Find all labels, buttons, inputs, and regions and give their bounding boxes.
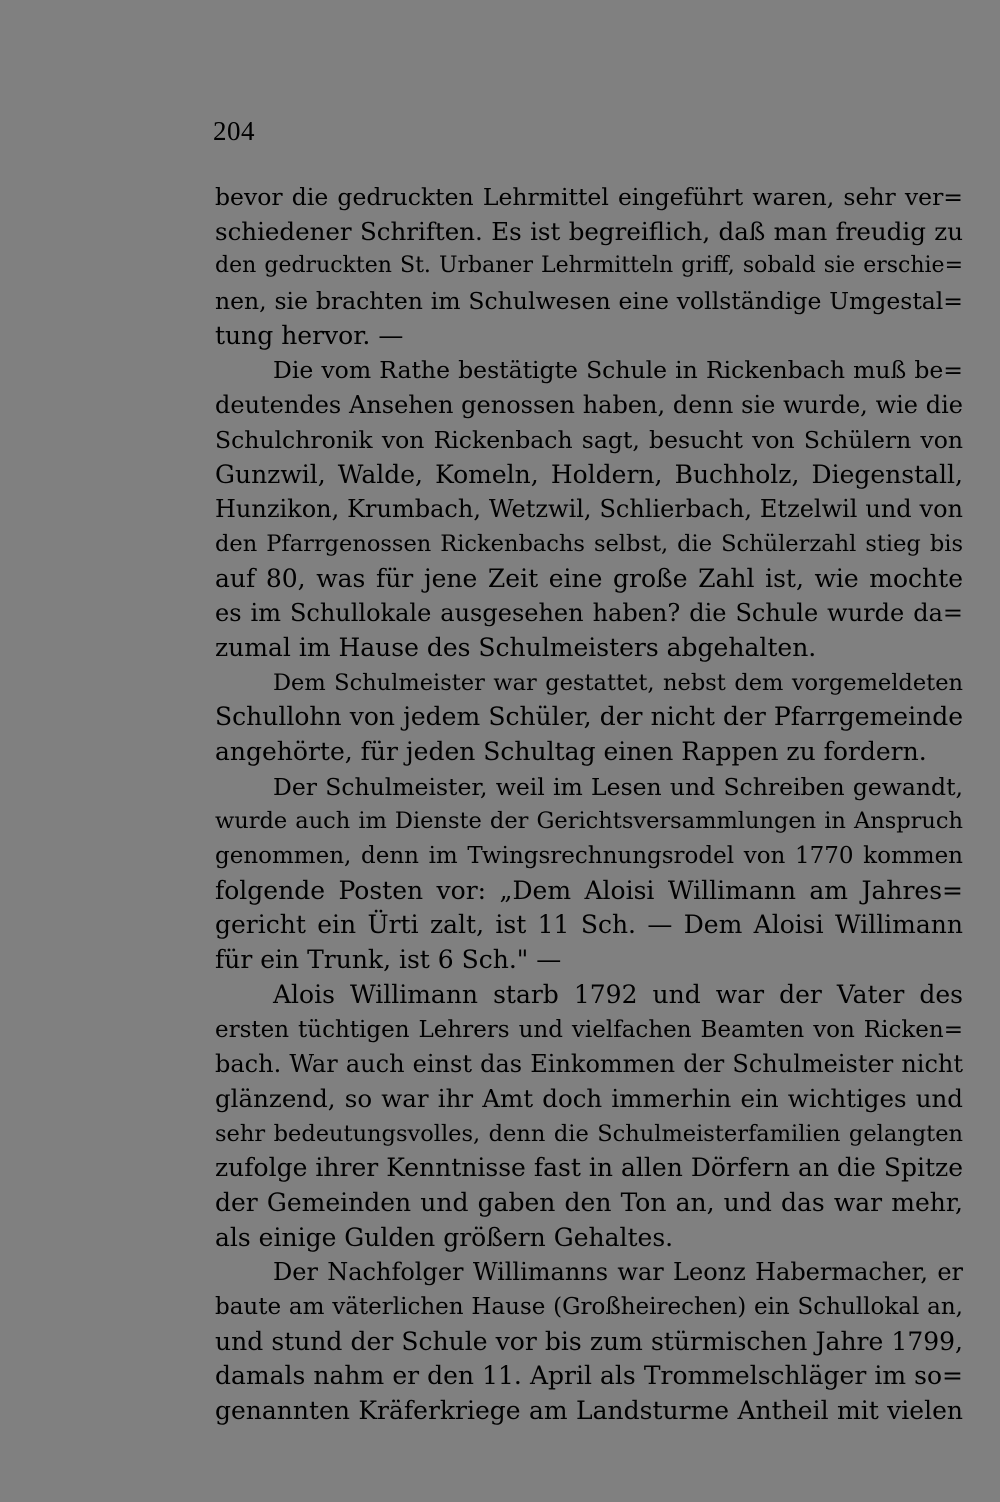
text-line: Gunzwil, Walde, Komeln, Holdern, Buchholz, Diegenstall, [215, 459, 963, 489]
text-line: der Gemeinden und gaben den Ton an, und das war mehr, [215, 1187, 963, 1217]
text-line: zufolge ihrer Kenntnisse fast in allen Dörfern an die Spitze [215, 1153, 963, 1183]
page-number: 204 [213, 116, 255, 146]
text-line: genommen, denn im Twingsrechnungsrodel von 1770 kommen [215, 843, 963, 870]
text-line: schiedener Schriften. Es ist begreiflich, daß man freudig zu [215, 216, 963, 246]
text-line: sehr bedeutungsvolles, denn die Schulmeisterfamilien gelangten [215, 1120, 963, 1147]
text-line: Die vom Rathe bestätigte Schule in Rickenbach muß be= [273, 356, 963, 385]
body-text [215, 180, 963, 1429]
text-line: genannten Kräferkriege am Landsturme Antheil mit vielen [215, 1396, 963, 1426]
text-line: Der Schulmeister, weil im Lesen und Schreiben gewandt, [273, 772, 963, 801]
text-line: nen, sie brachten im Schulwesen eine vollständige Umgestal= [215, 287, 963, 316]
text-line: den gedruckten St. Urbaner Lehrmitteln griff, sobald sie erschie= [215, 253, 963, 279]
text-line: folgende Posten vor: „Dem Aloisi Willimann am Jahres= [215, 875, 963, 905]
text-line: und stund der Schule vor bis zum stürmischen Jahre 1799, [215, 1326, 963, 1356]
text-line: Schullohn von jedem Schüler, der nicht der Pfarrgemeinde [215, 702, 963, 732]
text-line: Hunzikon, Krumbach, Wetzwil, Schlierbach, Etzelwil und von [215, 495, 963, 524]
text-line: den Pfarrgenossen Rickenbachs selbst, die Schülerzahl stieg bis [215, 530, 963, 557]
text-line: angehörte, für jeden Schultag einen Rappen zu fordern. [215, 737, 927, 766]
text-line: glänzend, so war ihr Amt doch immerhin ein wichtiges und [215, 1083, 963, 1113]
text-line: tung hervor. — [215, 320, 404, 350]
text-line: zumal im Hause des Schulmeisters abgehalten. [215, 632, 817, 662]
text-line: bach. War auch einst das Einkommen der Schulmeister nicht [215, 1050, 963, 1079]
text-line: bevor die gedruckten Lehrmittel eingeführt waren, sehr ver= [215, 183, 963, 211]
text-line: es im Schullokale ausgesehen haben? die Schule wurde da= [215, 599, 963, 628]
text-line: als einige Gulden größern Gehaltes. [215, 1222, 674, 1252]
text-line: baute am väterlichen Hause (Großheirechen) ein Schullokal an, [215, 1294, 963, 1320]
text-line: Schulchronik von Rickenbach sagt, besucht von Schülern von [215, 425, 963, 454]
text-line: damals nahm er den 11. April als Trommelschläger im so= [215, 1361, 963, 1391]
text-line: Dem Schulmeister war gestattet, nebst dem vorgemeldeten [273, 669, 963, 696]
text-line: Alois Willimann starb 1792 und war der Vater des [273, 979, 963, 1009]
text-line: wurde auch im Dienste der Gerichtsversammlungen in Anspruch [215, 808, 963, 835]
text-line: auf 80, was für jene Zeit eine große Zahl ist, wie mochte [215, 563, 963, 593]
text-line: gericht ein Ürti zalt, ist 11 Sch. — Dem Aloisi Willimann [215, 910, 963, 940]
text-line: ersten tüchtigen Lehrers und vielfachen Beamten von Ricken= [215, 1016, 963, 1043]
text-line: deutendes Ansehen genossen haben, denn sie wurde, wie die [215, 391, 963, 420]
text-line: für ein Trunk, ist 6 Sch." — [215, 945, 562, 975]
text-line: Der Nachfolger Willimanns war Leonz Habermacher, er [273, 1258, 963, 1287]
